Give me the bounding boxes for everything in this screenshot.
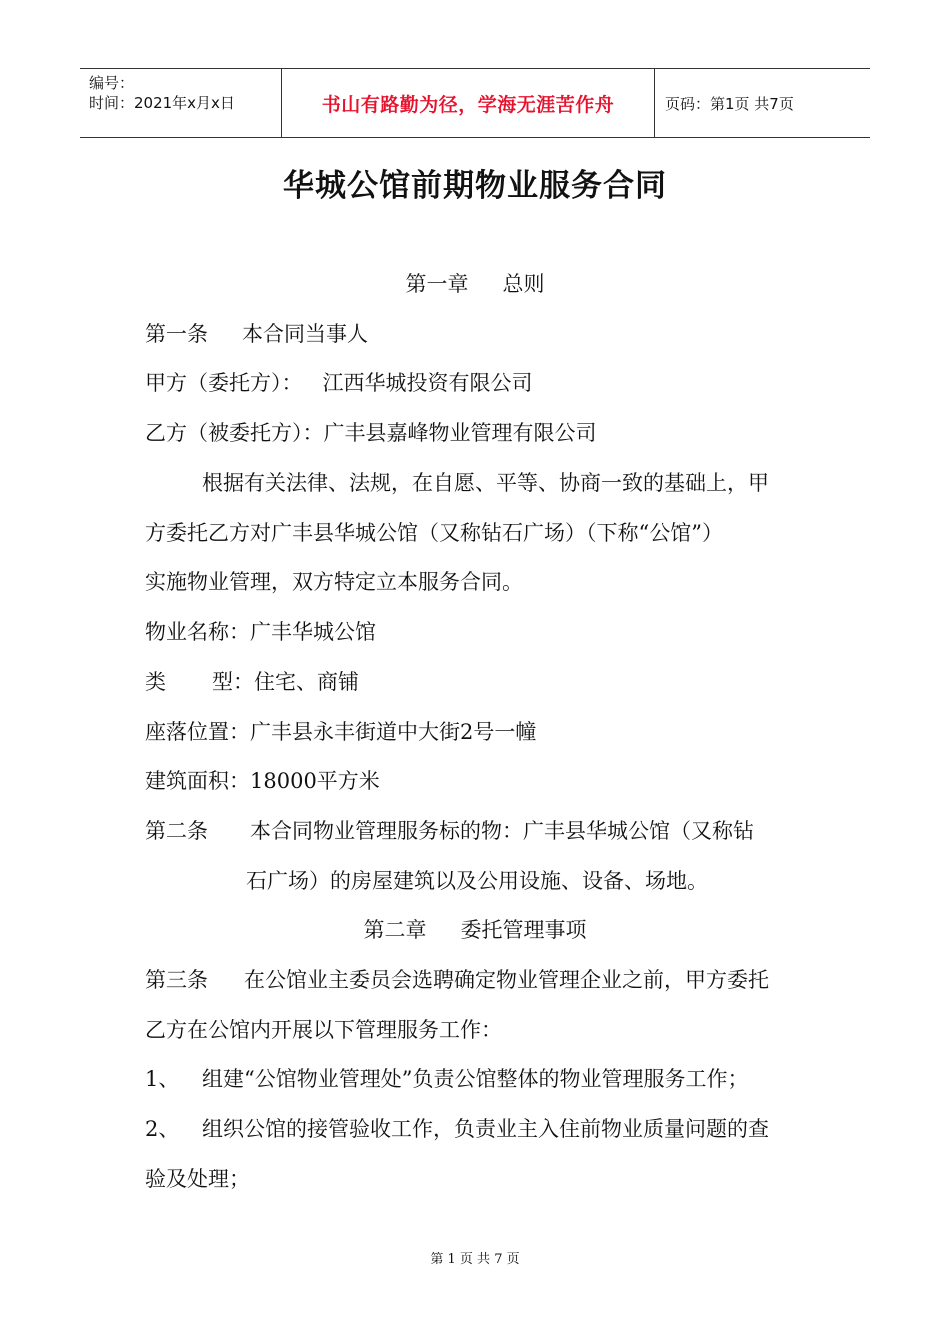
party-a xyxy=(145,368,533,398)
chapter-2-name: 委托管理事项 xyxy=(460,918,587,942)
chapter-1-number: 第一章 xyxy=(405,272,469,296)
chapter-2-heading xyxy=(0,915,950,945)
page-footer: 第 1 页 共 7 页 xyxy=(430,1252,520,1267)
property-type-label-2: 型：住宅、商铺 xyxy=(212,670,359,694)
number-label: 编号： xyxy=(89,74,135,92)
chapter-1-heading xyxy=(0,269,950,299)
list-item-number: 2、 xyxy=(145,1117,180,1141)
property-area: 建筑面积：18000平方米 xyxy=(145,769,380,793)
property-type xyxy=(145,667,359,697)
article-2-line-2: 石广场）的房屋建筑以及公用设施、设备、场地。 xyxy=(246,869,708,893)
property-type-label-1: 类 xyxy=(145,670,166,694)
list-item-text: 组建“公馆物业管理处”负责公馆整体的物业管理服务工作； xyxy=(202,1067,749,1091)
header-page-info xyxy=(655,69,870,137)
article-1 xyxy=(145,319,368,349)
header-table xyxy=(80,68,870,138)
document-title: 华城公馆前期物业服务合同 xyxy=(283,168,667,204)
article-1-text: 本合同当事人 xyxy=(242,322,368,346)
party-a-label: 甲方（委托方）： xyxy=(145,371,303,395)
list-item-text: 组织公馆的接管验收工作，负责业主入住前物业质量问题的查 xyxy=(202,1117,769,1141)
motto-text: 书山有路勤为径，学海无涯苦作舟 xyxy=(321,93,615,116)
party-b-value: 广丰县嘉峰物业管理有限公司 xyxy=(323,421,597,445)
article-3-line-2: 乙方在公馆内开展以下管理服务工作： xyxy=(145,1018,502,1042)
property-name: 物业名称：广丰华城公馆 xyxy=(145,620,376,644)
chapter-1-name: 总则 xyxy=(502,272,545,296)
party-a-value: 江西华城投资有限公司 xyxy=(322,371,533,395)
article-2-number: 第二条 xyxy=(145,819,208,843)
list-item-continuation: 验及处理； xyxy=(145,1167,250,1191)
party-b xyxy=(145,418,597,448)
page-info-text: 页码：第1页 共7页 xyxy=(665,94,794,113)
time-label: 时间：2021年x月x日 xyxy=(89,94,235,112)
article-1-number: 第一条 xyxy=(145,322,208,346)
party-b-label: 乙方（被委托方）： xyxy=(145,421,324,445)
intro-line-3: 实施物业管理，双方特定立本服务合同。 xyxy=(145,570,523,594)
article-3-line-1 xyxy=(145,965,769,995)
article-2-line-1 xyxy=(145,816,754,846)
property-location: 座落位置：广丰县永丰街道中大街2号一幢 xyxy=(145,720,537,744)
article-2-text-1: 本合同物业管理服务标的物：广丰县华城公馆（又称钻 xyxy=(250,819,754,843)
list-item xyxy=(145,1114,769,1144)
list-item-number: 1、 xyxy=(145,1067,180,1091)
chapter-2-number: 第二章 xyxy=(363,918,427,942)
article-3-number: 第三条 xyxy=(145,968,208,992)
article-3-text-1: 在公馆业主委员会选聘确定物业管理企业之前，甲方委托 xyxy=(244,968,769,992)
intro-line-2: 方委托乙方对广丰县华城公馆（又称钻石广场）（下称“公馆”） xyxy=(145,521,723,545)
list-item xyxy=(145,1064,748,1094)
header-motto xyxy=(282,69,655,137)
header-meta xyxy=(80,69,282,137)
intro-line-1: 根据有关法律、法规，在自愿、平等、协商一致的基础上，甲 xyxy=(202,471,769,495)
